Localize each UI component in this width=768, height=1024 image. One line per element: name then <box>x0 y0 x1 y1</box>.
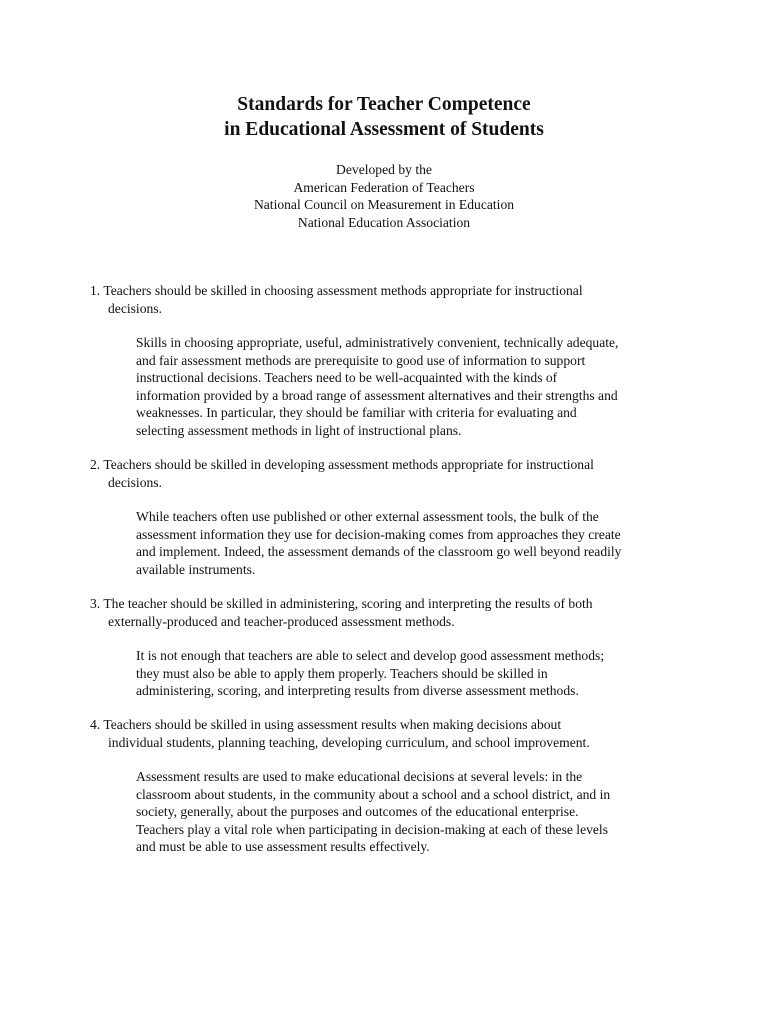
standard-explanation <box>136 334 618 439</box>
developed-by-block <box>0 161 768 231</box>
developed-by-line: Developed by the <box>336 162 432 177</box>
developed-by-line: American Federation of Teachers <box>293 179 475 195</box>
standard-explanation <box>136 508 621 578</box>
title-line: in Educational Assessment of Students <box>224 119 544 140</box>
explanation-line: society, generally, about the purposes and outcomes of the educational enterprise. <box>136 804 579 819</box>
statement-line: decisions. <box>108 474 162 490</box>
explanation-line: information provided by a broad range of assessment alternatives and their strengths and <box>136 387 618 403</box>
explanation-line: assessment information they use for decision-making comes from approaches they create <box>136 526 621 542</box>
explanation-line: and implement. Indeed, the assessment demands of the classroom go well beyond readily <box>136 544 622 559</box>
explanation-line: available instruments. <box>136 561 256 577</box>
explanation-line: Assessment results are used to make educational decisions at several levels: in the <box>136 769 583 784</box>
statement-line: decisions. <box>108 300 162 316</box>
standard-statement <box>90 716 590 751</box>
explanation-line: It is not enough that teachers are able to select and develop good assessment methods; <box>136 648 605 663</box>
standard-explanation <box>136 647 604 700</box>
explanation-line: classroom about students, in the community about a school and a school district, and in <box>136 786 611 802</box>
explanation-line: administering, scoring, and interpreting results from diverse assessment methods. <box>136 683 579 698</box>
title-line: Standards for Teacher Competence <box>237 94 531 115</box>
standard-explanation <box>136 768 610 856</box>
explanation-line: Teachers play a vital role when participating in decision-making at each of these levels <box>136 821 609 837</box>
explanation-line: While teachers often use published or other external assessment tools, the bulk of the <box>136 509 599 524</box>
standard-statement <box>90 282 583 317</box>
statement-line: individual students, planning teaching, developing curriculum, and school improvement. <box>108 734 590 750</box>
standard-statement <box>90 595 593 630</box>
statement-line: 3. The teacher should be skilled in administering, scoring and interpreting the results of both <box>90 596 593 611</box>
explanation-line: and fair assessment methods are prerequisite to good use of information to support <box>136 352 586 368</box>
explanation-line: and must be able to use assessment results effectively. <box>136 839 430 854</box>
statement-line: externally-produced and teacher-produced assessment methods. <box>108 613 455 629</box>
statement-line: 2. Teachers should be skilled in developing assessment methods appropriate for instructional <box>90 457 594 472</box>
statement-line: 1. Teachers should be skilled in choosing assessment methods appropriate for instructional <box>90 283 583 298</box>
developed-by-line: National Education Association <box>297 214 471 230</box>
standard-statement <box>90 456 594 491</box>
statement-line: 4. Teachers should be skilled in using assessment results when making decisions about <box>90 717 562 732</box>
explanation-line: selecting assessment methods in light of instructional plans. <box>136 422 462 438</box>
explanation-line: weaknesses. In particular, they should be familiar with criteria for evaluating and <box>136 405 577 420</box>
developed-by-line: National Council on Measurement in Education <box>253 197 515 212</box>
explanation-line: instructional decisions. Teachers need to be well-acquainted with the kinds of <box>136 370 558 385</box>
explanation-line: Skills in choosing appropriate, useful, administratively convenient, technically adequate, <box>136 335 619 350</box>
document-title <box>0 92 768 142</box>
explanation-line: they must also be able to apply them properly. Teachers should be skilled in <box>136 665 548 681</box>
